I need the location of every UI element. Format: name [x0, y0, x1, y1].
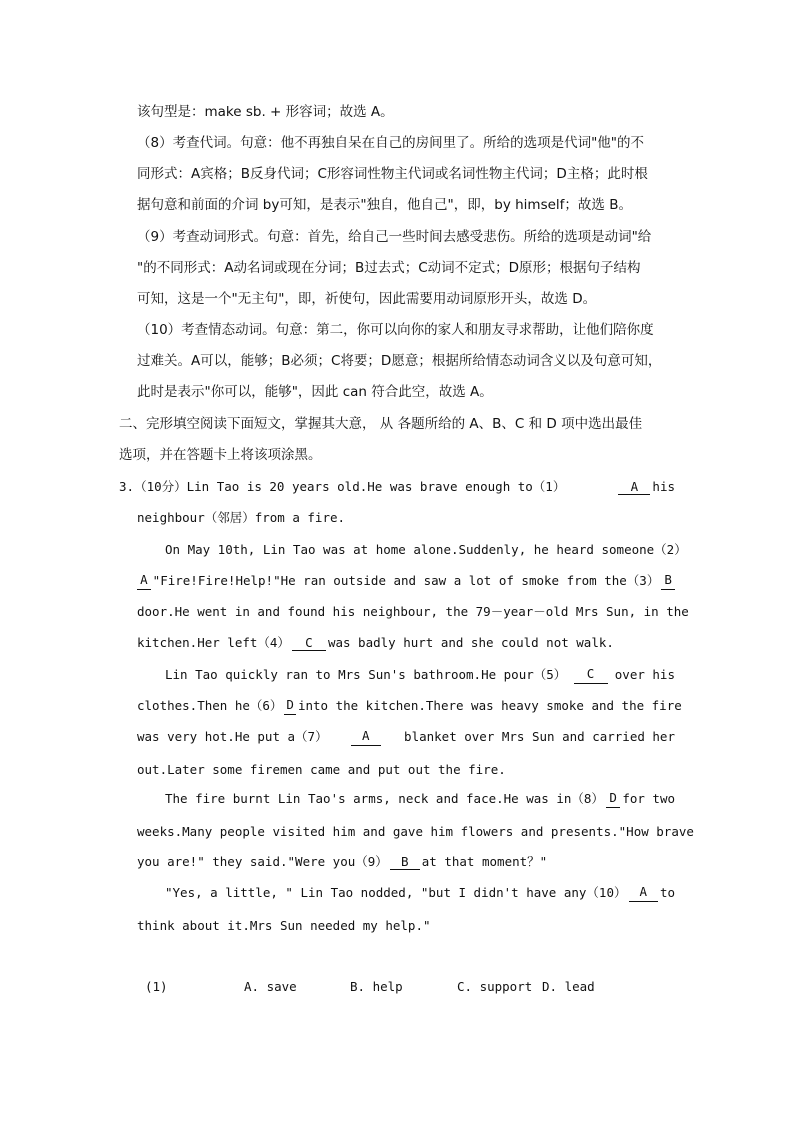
option-c[interactable]: C. support: [457, 979, 533, 994]
section-heading-line-2: 选项，并在答题卡上将该项涂黑。: [119, 447, 322, 463]
passage-line-13: you are!" they said."Were you（9） B at that moment？": [137, 854, 548, 869]
explanation-10-line-1: （10）考查情态动词。句意：第二，你可以向你的家人和朋友寻求帮助，让他们陪你度: [137, 322, 654, 338]
passage-line-2: neighbour（邻居）from a fire.: [137, 510, 346, 525]
explanation-line: 该句型是：make sb. + 形容词；故选 A。: [137, 104, 394, 120]
explanation-8-line-1: （8）考查代词。句意：他不再独自呆在自己的房间里了。所给的选项是代词"他"的不: [137, 135, 645, 151]
passage-line-7: Lin Tao quickly ran to Mrs Sun's bathroom.He pour（5） C over his: [165, 666, 675, 682]
explanation-8-line-3: 据句意和前面的介词 by可知，是表示"独自，他自己"，即，by himself；故选 B。: [137, 197, 632, 213]
answer-blank-5: C: [574, 666, 608, 684]
passage-line-8: clothes.Then he（6） D into the kitchen.There was heavy smoke and the fire: [137, 697, 682, 713]
passage-line-5: door.He went in and found his neighbour, the 79－year－old Mrs Sun, in the: [137, 604, 689, 619]
options-row-1: [145, 979, 595, 997]
answer-blank-1: A: [618, 479, 650, 495]
explanation-9-line-3: 可知，这是一个"无主句"，即，祈使句，因此需要用动词原形开头，故选 D。: [137, 291, 597, 307]
explanation-9-line-1: （9）考查动词形式。句意：首先，给自己一些时间去感受悲伤。所给的选项是动词"给: [137, 229, 652, 245]
passage-line-10: out.Later some firemen came and put out the fire.: [137, 762, 506, 777]
passage-line-1: 3.（10分）Lin Tao is 20 years old.He was brave enough to（1） A his: [119, 479, 675, 494]
passage-line-15: think about it.Mrs Sun needed my help.": [137, 918, 431, 933]
option-d[interactable]: D. lead: [542, 979, 595, 994]
option-b[interactable]: B. help: [350, 979, 403, 994]
option-number: (1): [145, 979, 168, 994]
answer-blank-9: B: [390, 854, 420, 870]
answer-blank-3: B: [661, 572, 675, 590]
answer-blank-2: A: [137, 572, 151, 590]
passage-line-12: weeks.Many people visited him and gave him flowers and presents."How brave: [137, 824, 694, 839]
answer-blank-10: A: [629, 884, 658, 902]
answer-blank-6: D: [284, 697, 296, 715]
answer-blank-7: A: [351, 728, 381, 746]
question-number: 3.: [119, 479, 135, 494]
explanation-10-line-2: 过难关。A可以，能够；B必须；C将要；D愿意；根据所给情态动词含义以及句意可知，: [137, 353, 662, 369]
explanation-10-line-3: 此时是表示"你可以，能够"，因此 can 符合此空，故选 A。: [137, 384, 493, 400]
passage-line-6: kitchen.Her left（4） C was badly hurt and she could not walk.: [137, 635, 614, 650]
answer-blank-8: D: [606, 790, 620, 808]
answer-blank-4: C: [292, 635, 326, 651]
option-a[interactable]: A. save: [244, 979, 297, 994]
passage-line-9: was very hot.He put a（7） A blanket over Mrs Sun and carried her: [137, 728, 675, 744]
explanation-8-line-2: 同形式：A宾格；B反身代词；C形容词性物主代词或名词性物主代词；D主格；此时根: [137, 166, 648, 182]
passage-line-3: On May 10th, Lin Tao was at home alone.Suddenly, he heard someone（2）: [165, 542, 687, 557]
question-points: （10分）: [134, 479, 187, 494]
section-heading-line-1: 二、完形填空阅读下面短文，掌握其大意， 从 各题所给的 A、B、C 和 D 项中选出最佳: [119, 416, 643, 432]
passage-line-11: The fire burnt Lin Tao's arms, neck and face.He was in（8） D for two: [165, 790, 675, 806]
explanation-9-line-2: "的不同形式：A动名词或现在分词；B过去式；C动词不定式；D原形；根据句子结构: [137, 260, 641, 276]
passage-line-4: A "Fire!Fire!Help!"He ran outside and saw a lot of smoke from the（3） B: [137, 572, 675, 590]
passage-line-14: "Yes, a little, " Lin Tao nodded, "but I didn't have any（10） A to: [165, 884, 675, 900]
